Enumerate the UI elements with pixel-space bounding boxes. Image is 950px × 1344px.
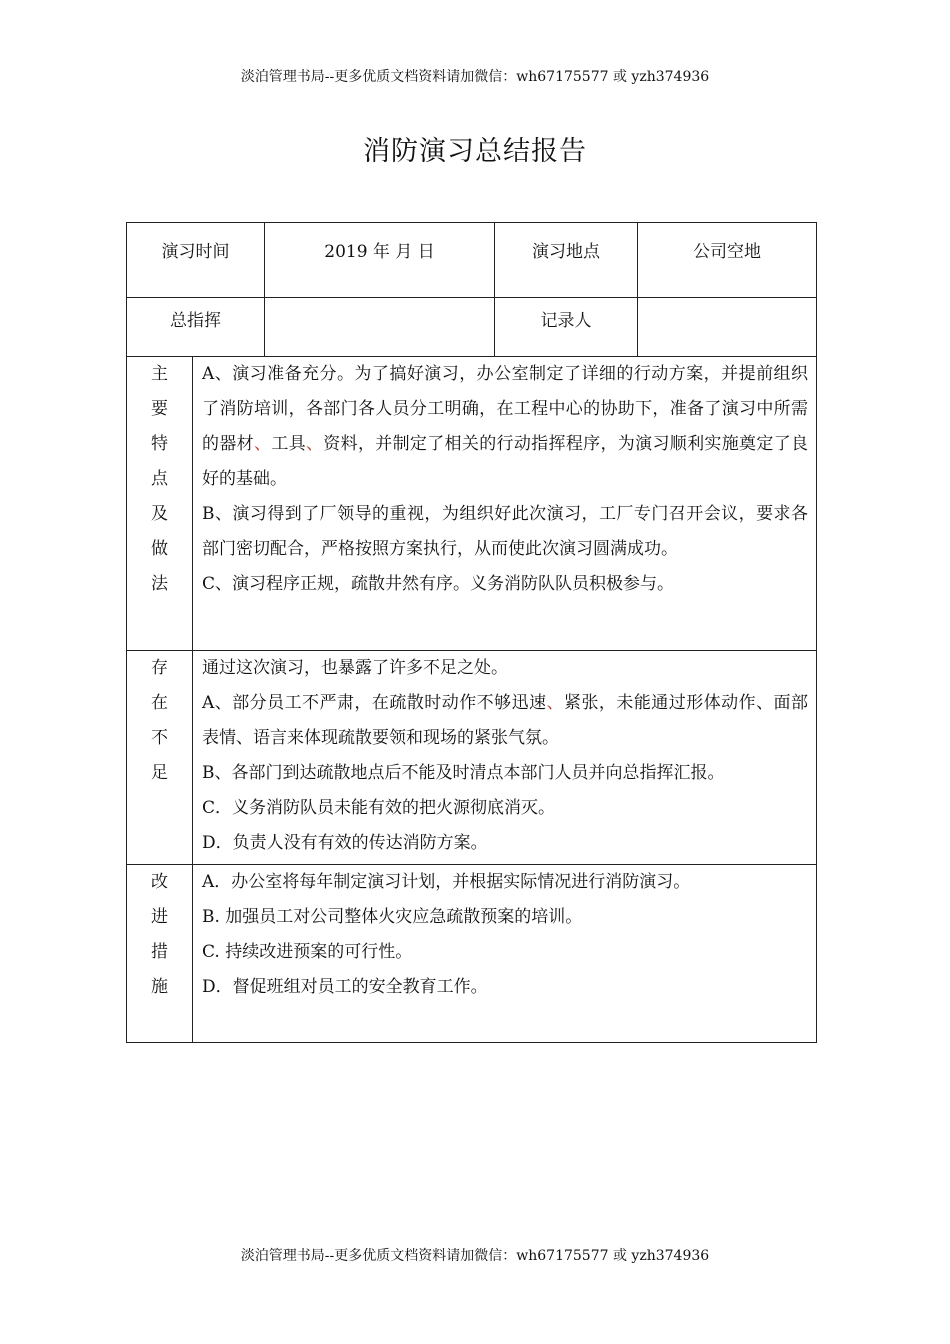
shortcomings-label: 存 在 不 足 (127, 651, 193, 865)
table-row (127, 298, 817, 357)
features-item-c: C、演习程序正规，疏散井然有序。义务消防队队员积极参与。 (202, 574, 675, 594)
features-content (193, 357, 817, 651)
improvements-item-a: A．办公室将每年制定演习计划，并根据实际情况进行消防演习。 (202, 872, 691, 892)
improvements-content (193, 865, 817, 1043)
features-item-b: B、演习得到了厂领导的重视，为组织好此次演习，工厂专门召开会议，要求各部门密切配合，严格按照方案执行，从而使此次演习圆满成功。 (202, 504, 808, 559)
footer-note: 淡泊管理书局--更多优质文档资料请加微信：wh67175577 或 yzh374936 (240, 1248, 710, 1264)
features-item-a: A、演习准备充分。为了搞好演习，办公室制定了详细的行动方案，并提前组织了消防培训，各部门各人员分工明确，在工程中心的协助下，准备了演习中所需的器材、工具、资料，并制定了相关的行动指挥程序，为演习顺利实施奠定了良好的基础。 (202, 364, 809, 489)
improvements-item-c: C. 持续改进预案的可行性。 (202, 942, 413, 962)
shortcomings-intro: 通过这次演习，也暴露了许多不足之处。 (202, 658, 508, 678)
improvements-item-b: B. 加强员工对公司整体火灾应急疏散预案的培训。 (202, 907, 583, 927)
shortcomings-content (193, 651, 817, 865)
time-label: 演习时间 (127, 223, 265, 298)
improvements-item-d: D．督促班组对员工的安全教育工作。 (202, 977, 488, 997)
improvements-label: 改 进 措 施 (127, 865, 193, 1043)
commander-value (265, 298, 495, 357)
shortcomings-item-b: B、各部门到达疏散地点后不能及时清点本部门人员并向总指挥汇报。 (202, 763, 725, 783)
table-row (127, 223, 817, 298)
table-row (127, 651, 817, 865)
recorder-value (638, 298, 817, 357)
features-label: 主 要 特 点 及 做 法 (127, 357, 193, 651)
shortcomings-item-a: A、部分员工不严肃，在疏散时动作不够迅速、紧张，未能通过形体动作、面部表情、语言来体现疏散要领和现场的紧张气氛。 (202, 693, 809, 748)
table-row (127, 357, 817, 651)
page-title: 消防演习总结报告 (363, 136, 587, 167)
place-value: 公司空地 (638, 223, 817, 298)
report-table (126, 222, 817, 1043)
commander-label: 总指挥 (127, 298, 265, 357)
header-note: 淡泊管理书局--更多优质文档资料请加微信：wh67175577 或 yzh374936 (240, 69, 710, 85)
shortcomings-item-c: C．义务消防队员未能有效的把火源彻底消灭。 (202, 798, 556, 818)
table-row (127, 865, 817, 1043)
shortcomings-item-d: D．负责人没有有效的传达消防方案。 (202, 833, 488, 853)
time-value: 2019 年 月 日 (265, 223, 495, 298)
place-label: 演习地点 (495, 223, 638, 298)
recorder-label: 记录人 (495, 298, 638, 357)
